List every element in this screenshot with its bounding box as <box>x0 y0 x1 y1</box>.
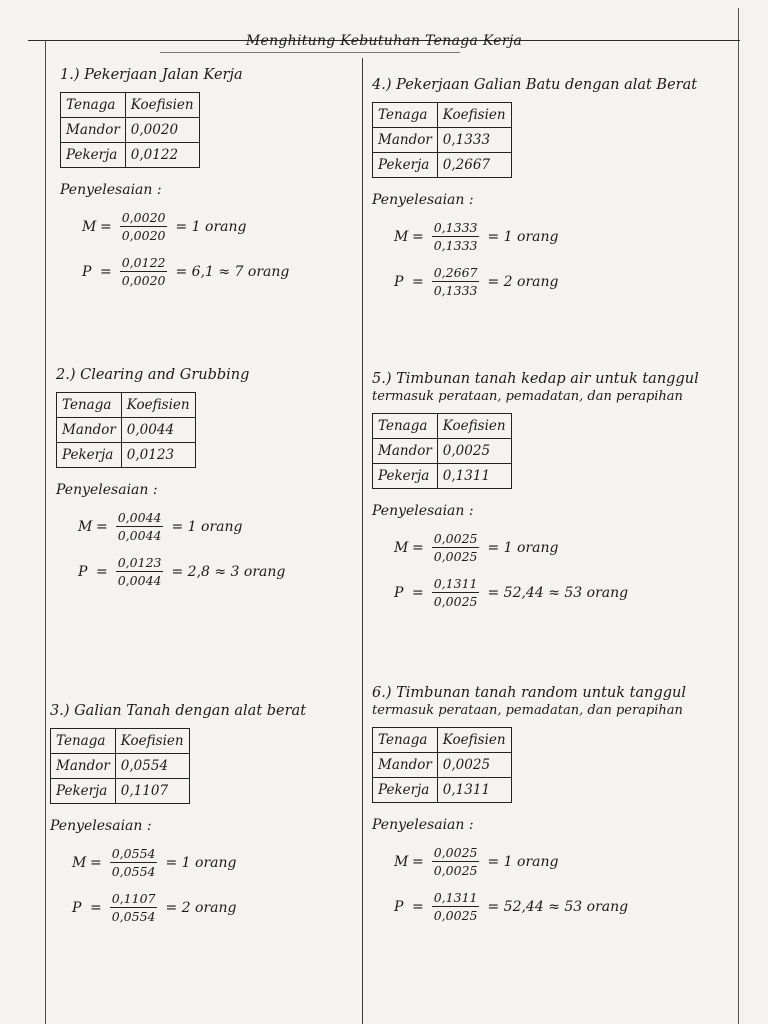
table-row <box>373 439 512 464</box>
fraction <box>116 510 164 543</box>
role-cell: Pekerja <box>51 779 116 804</box>
role-cell: Mandor <box>51 754 116 779</box>
table-row <box>51 754 190 779</box>
page-title: Menghitung Kebutuhan Tenaga Kerja <box>245 33 523 49</box>
coefficient-table <box>50 728 190 804</box>
equation <box>394 576 699 609</box>
fraction <box>120 210 168 243</box>
table-header-row <box>51 729 190 754</box>
coef-cell: 0,0123 <box>121 443 195 468</box>
table-header-row <box>57 393 196 418</box>
role-cell: Pekerja <box>61 143 126 168</box>
equation-variable: P <box>72 899 82 916</box>
table-row <box>373 464 512 489</box>
title-underline <box>160 52 460 53</box>
denominator: 0,0044 <box>117 573 162 588</box>
equation-variable: P <box>394 898 404 915</box>
table-row <box>57 443 196 468</box>
numerator: 0,2667 <box>433 265 478 280</box>
equation-result: = 1 orang <box>165 854 237 871</box>
role-cell: Pekerja <box>373 464 438 489</box>
solution-label: Penyelesaian : <box>372 503 474 519</box>
section-2 <box>56 366 285 588</box>
section-1 <box>60 66 289 288</box>
equation <box>394 531 699 564</box>
equation <box>394 220 697 253</box>
fraction <box>432 265 480 298</box>
equation-variable: M <box>72 854 87 871</box>
numerator: 0,0044 <box>117 510 162 525</box>
header-cell: Koefisien <box>115 729 189 754</box>
equals-sign: = <box>90 899 102 916</box>
numerator: 0,1333 <box>433 220 478 235</box>
header-cell: Tenaga <box>57 393 122 418</box>
equals-sign: = <box>412 853 424 870</box>
table-header-row <box>373 103 512 128</box>
section-title: termasuk perataan, pemadatan, dan perapihan <box>372 703 683 718</box>
denominator: 0,0554 <box>111 909 156 924</box>
equation-result: = 1 orang <box>487 539 559 556</box>
header-cell: Tenaga <box>373 414 438 439</box>
table-row <box>61 118 200 143</box>
numerator: 0,0020 <box>121 210 166 225</box>
equation <box>72 846 306 879</box>
section-title: 6.) Timbunan tanah random untuk tanggul <box>372 685 686 701</box>
equals-sign: = <box>100 263 112 280</box>
fraction <box>432 531 480 564</box>
section-title: 3.) Galian Tanah dengan alat berat <box>50 703 307 719</box>
header-cell: Koefisien <box>437 414 511 439</box>
equation-variable: M <box>394 853 409 870</box>
header-cell: Tenaga <box>51 729 116 754</box>
numerator: 0,0122 <box>121 255 166 270</box>
equals-sign: = <box>100 218 112 235</box>
role-cell: Pekerja <box>373 153 438 178</box>
equals-sign: = <box>412 228 424 245</box>
equation-result: = 6,1 ≈ 7 orang <box>175 263 290 280</box>
equals-sign: = <box>96 563 108 580</box>
fraction <box>432 576 480 609</box>
role-cell: Pekerja <box>373 778 438 803</box>
denominator: 0,0020 <box>121 273 166 288</box>
denominator: 0,0020 <box>121 228 166 243</box>
equation-variable: P <box>78 563 88 580</box>
coef-cell: 0,0122 <box>125 143 199 168</box>
margin-line <box>45 40 46 1024</box>
coef-cell: 0,1333 <box>437 128 511 153</box>
section-title: 4.) Pekerjaan Galian Batu dengan alat Berat <box>372 77 698 93</box>
solution-label: Penyelesaian : <box>372 817 474 833</box>
fraction <box>110 891 158 924</box>
numerator: 0,0025 <box>433 845 478 860</box>
section-6 <box>372 684 686 923</box>
table-header-row <box>373 414 512 439</box>
equation <box>82 255 289 288</box>
table-header-row <box>373 728 512 753</box>
table-row <box>57 418 196 443</box>
coef-cell: 0,2667 <box>437 153 511 178</box>
table-row <box>51 779 190 804</box>
equals-sign: = <box>412 584 424 601</box>
page-edge-line <box>738 8 739 1024</box>
equation <box>78 510 285 543</box>
numerator: 0,1107 <box>111 891 156 906</box>
denominator: 0,0044 <box>117 528 162 543</box>
coefficient-table <box>56 392 196 468</box>
denominator: 0,1333 <box>433 283 478 298</box>
denominator: 0,1333 <box>433 238 478 253</box>
table-row <box>373 753 512 778</box>
denominator: 0,0025 <box>433 594 478 609</box>
equation-variable: M <box>82 218 97 235</box>
equals-sign: = <box>412 898 424 915</box>
equation-result: = 2 orang <box>165 899 237 916</box>
denominator: 0,0554 <box>111 864 156 879</box>
equation-result: = 52,44 ≈ 53 orang <box>487 898 629 915</box>
equation-variable: M <box>394 539 409 556</box>
coefficient-table <box>372 413 512 489</box>
role-cell: Pekerja <box>57 443 122 468</box>
equation <box>78 555 285 588</box>
equals-sign: = <box>412 273 424 290</box>
section-3 <box>50 702 306 924</box>
solution-label: Penyelesaian : <box>372 192 474 208</box>
header-cell: Koefisien <box>125 93 199 118</box>
fraction <box>432 220 480 253</box>
section-title: 5.) Timbunan tanah kedap air untuk tanggul <box>372 371 699 387</box>
section-5 <box>372 370 699 609</box>
solution-label: Penyelesaian : <box>56 482 158 498</box>
header-cell: Tenaga <box>373 728 438 753</box>
coefficient-table <box>372 727 512 803</box>
coefficient-table <box>372 102 512 178</box>
denominator: 0,0025 <box>433 863 478 878</box>
header-cell: Tenaga <box>373 103 438 128</box>
fraction <box>432 845 480 878</box>
equation-variable: P <box>82 263 92 280</box>
numerator: 0,1311 <box>433 576 478 591</box>
fraction <box>432 890 480 923</box>
numerator: 0,0554 <box>111 846 156 861</box>
equation-result: = 1 orang <box>487 228 559 245</box>
coef-cell: 0,0020 <box>125 118 199 143</box>
equation <box>82 210 289 243</box>
numerator: 0,0025 <box>433 531 478 546</box>
role-cell: Mandor <box>373 439 438 464</box>
header-cell: Koefisien <box>437 103 511 128</box>
coef-cell: 0,1311 <box>437 778 511 803</box>
table-row <box>373 153 512 178</box>
equation-result: = 2 orang <box>487 273 559 290</box>
fraction <box>120 255 168 288</box>
equation-variable: P <box>394 584 404 601</box>
table-header-row <box>61 93 200 118</box>
equation-result: = 52,44 ≈ 53 orang <box>487 584 629 601</box>
equals-sign: = <box>90 854 102 871</box>
fraction <box>116 555 164 588</box>
section-title: 1.) Pekerjaan Jalan Kerja <box>60 67 243 83</box>
coef-cell: 0,0554 <box>115 754 189 779</box>
section-title: termasuk perataan, pemadatan, dan perapihan <box>372 389 683 404</box>
solution-label: Penyelesaian : <box>60 182 162 198</box>
role-cell: Mandor <box>373 753 438 778</box>
equation-result: = 1 orang <box>175 218 247 235</box>
equation-variable: P <box>394 273 404 290</box>
role-cell: Mandor <box>57 418 122 443</box>
equation-result: = 1 orang <box>171 518 243 535</box>
equation <box>72 891 306 924</box>
column-divider <box>362 58 363 1024</box>
denominator: 0,0025 <box>433 908 478 923</box>
header-cell: Tenaga <box>61 93 126 118</box>
equation <box>394 265 697 298</box>
equation-variable: M <box>394 228 409 245</box>
equation-variable: M <box>78 518 93 535</box>
section-4 <box>372 76 697 298</box>
equation-result: = 1 orang <box>487 853 559 870</box>
denominator: 0,0025 <box>433 549 478 564</box>
table-row <box>373 128 512 153</box>
fraction <box>110 846 158 879</box>
table-row <box>373 778 512 803</box>
equation-result: = 2,8 ≈ 3 orang <box>171 563 286 580</box>
coefficient-table <box>60 92 200 168</box>
equation <box>394 890 686 923</box>
coef-cell: 0,0025 <box>437 439 511 464</box>
numerator: 0,0123 <box>117 555 162 570</box>
coef-cell: 0,0044 <box>121 418 195 443</box>
equals-sign: = <box>412 539 424 556</box>
header-cell: Koefisien <box>121 393 195 418</box>
coef-cell: 0,0025 <box>437 753 511 778</box>
equation <box>394 845 686 878</box>
section-title: 2.) Clearing and Grubbing <box>56 367 250 383</box>
role-cell: Mandor <box>373 128 438 153</box>
table-row <box>61 143 200 168</box>
solution-label: Penyelesaian : <box>50 818 152 834</box>
numerator: 0,1311 <box>433 890 478 905</box>
equals-sign: = <box>96 518 108 535</box>
header-cell: Koefisien <box>437 728 511 753</box>
coef-cell: 0,1311 <box>437 464 511 489</box>
role-cell: Mandor <box>61 118 126 143</box>
coef-cell: 0,1107 <box>115 779 189 804</box>
